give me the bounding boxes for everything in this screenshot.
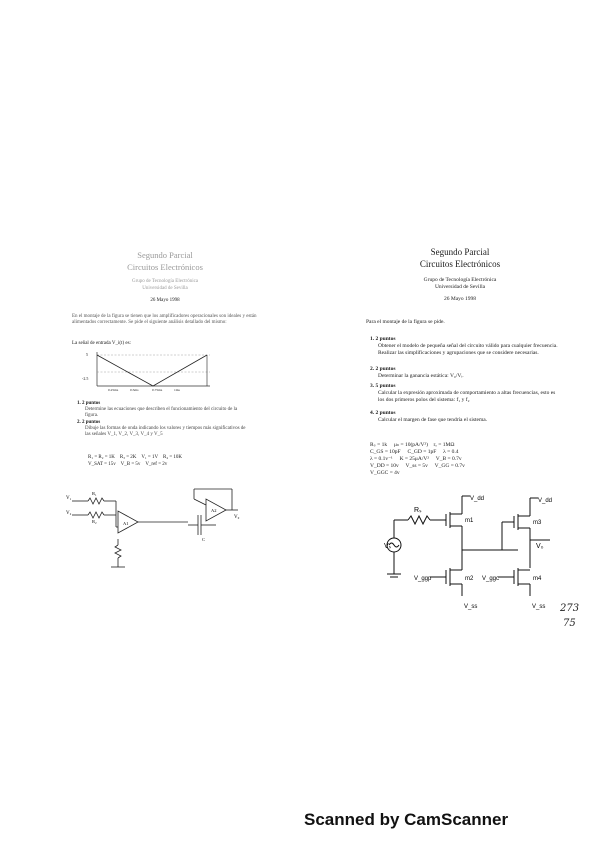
right-param-line: V_GGC = 4v bbox=[370, 470, 400, 476]
right-date: 26 Mayo 1998 bbox=[443, 296, 477, 302]
handwritten-note: 75 bbox=[563, 618, 576, 629]
right-param-line: λ = 0.1v⁻¹ K = 25μA/V² V_B = 0.7v bbox=[370, 456, 462, 462]
left-item-text: Dibuje las formas de onda indicando los valores y tiempos más significativos de las señales V_1, V_2, V_3, V_4 y V_5 bbox=[85, 426, 246, 437]
right-item-text: Calcular el margen de fase que tendría el sistema. bbox=[378, 417, 488, 423]
plot-y-bottom: -2.5 bbox=[82, 376, 89, 381]
right-university: Universidad de Sevilla bbox=[434, 284, 486, 290]
vs-label: Vₛ bbox=[384, 543, 392, 550]
r1-label: R₁ bbox=[92, 491, 97, 496]
right-param-line: Rₛ = 1k μₙ = 10(pA/V²) rₒ = 1MΩ bbox=[370, 442, 455, 448]
vdd-label: V_dd bbox=[470, 496, 485, 502]
right-item-text: Obtener el modelo de pequeña señal del circuito válido para cualquier frecuencia. Realizar las simplificaciones y agrupaciones que se considere necesarias. bbox=[378, 343, 558, 356]
m2-label: m2 bbox=[465, 576, 474, 582]
right-item-label: 3. 5 puntos bbox=[370, 383, 396, 389]
plot-x-tick: 0.75ms bbox=[152, 388, 163, 392]
right-mosfet-circuit bbox=[370, 488, 560, 613]
vo-label: V₀ bbox=[234, 515, 240, 520]
v2-label: V₂ bbox=[66, 511, 72, 516]
vo-label: V₀ bbox=[536, 543, 544, 550]
right-item-text: Determinar la ganancia estática: V₀/Vᵢ. bbox=[378, 373, 464, 379]
left-subtitle: Circuitos Electrónicos bbox=[127, 262, 203, 272]
right-group: Grupo de Tecnología Electrónica bbox=[423, 277, 497, 283]
m4-label: m4 bbox=[533, 576, 542, 582]
left-university: Universidad de Sevilla bbox=[142, 286, 188, 291]
left-date: 26 Mayo 1998 bbox=[150, 298, 180, 303]
plot-y-top: 5 bbox=[86, 352, 88, 357]
rs-label: Rₛ bbox=[414, 507, 422, 514]
left-group: Grupo de Tecnología Electrónica bbox=[131, 279, 199, 284]
left-signal-label: La señal de entrada V_i(t) es: bbox=[72, 341, 131, 346]
left-item-text: Determine las ecuaciones que describen el funcionamiento del circuito de la figura. bbox=[85, 407, 238, 418]
right-item-text: Calcular la expresión aproximada de comportamiento a altas frecuencias, esto es los dos primeros polos del sistema: f₁ y f₂ bbox=[378, 390, 556, 403]
vdd-label: V_dd bbox=[538, 498, 553, 504]
v1-label: V₁ bbox=[66, 496, 72, 501]
right-param-line: C_GS = 10pF C_GD = 1pF λ = 0.4 bbox=[370, 449, 459, 455]
plot-x-tick: 0.5ms bbox=[130, 388, 139, 392]
right-item-label: 2. 2 puntos bbox=[370, 366, 396, 372]
plot-x-tick: 1ms bbox=[174, 388, 180, 392]
c-label: C bbox=[202, 537, 206, 542]
right-item-label: 4. 2 puntos bbox=[370, 410, 396, 416]
a2-label: A2 bbox=[211, 508, 217, 513]
a1-label: A1 bbox=[123, 521, 129, 526]
vggc-label: V_ggc bbox=[482, 576, 500, 582]
left-title: Segundo Parcial bbox=[137, 250, 193, 260]
left-values-line1: R₁ = R₂ = 1K R₃ = 2K V₁ = 1V R₄ = 10K bbox=[88, 455, 183, 460]
plot-x-tick: 0.25ms bbox=[108, 388, 119, 392]
left-item-label: 2. 2 puntos bbox=[77, 420, 101, 425]
right-title: Segundo Parcial bbox=[430, 247, 490, 257]
left-input-waveform bbox=[85, 348, 215, 398]
right-intro: Para el montaje de la figura se pide. bbox=[366, 319, 445, 325]
m1-label: m1 bbox=[465, 518, 474, 524]
left-values-line2: V_SAT = 15v V_B = 5v V_ref = 2v bbox=[88, 462, 168, 467]
vss-label: V_ss bbox=[532, 604, 546, 610]
vss-label: V_ss bbox=[464, 604, 478, 610]
left-item-label: 1. 2 puntos bbox=[77, 401, 101, 406]
right-param-line: V_DD = 10v V_ss = 5v V_GG = 0.7v bbox=[370, 463, 465, 469]
left-intro: En el montaje de la figura se tienen que los amplificadores operacionales son ideales y están alimentados correctamente. Se pide el siguiente análisis detallado del mismo: bbox=[72, 314, 257, 325]
scanner-watermark: Scanned by CamScanner bbox=[304, 810, 509, 829]
r2-label: R₂ bbox=[92, 519, 97, 524]
right-subtitle: Circuitos Electrónicos bbox=[419, 259, 501, 269]
right-item-label: 1. 2 puntos bbox=[370, 336, 396, 342]
m3-label: m3 bbox=[533, 520, 542, 526]
vggp-label: V_ggp bbox=[414, 576, 432, 582]
left-opamp-circuit bbox=[66, 485, 246, 580]
handwritten-note: 273 bbox=[560, 603, 580, 614]
